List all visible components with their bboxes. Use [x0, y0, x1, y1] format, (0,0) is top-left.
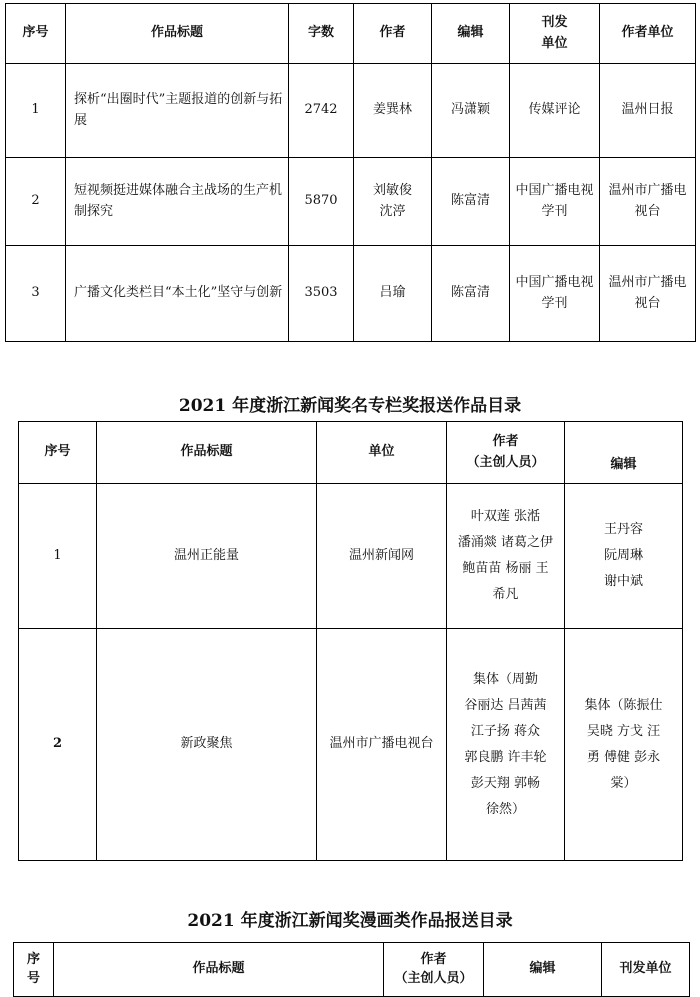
header-author-org: 作者单位: [600, 4, 696, 64]
cell-publisher: 传媒评论: [510, 64, 600, 158]
table-row: [19, 484, 683, 629]
cell-publisher: 中国广播电视学刊: [510, 158, 600, 246]
table-row: [6, 246, 696, 342]
header-editors: 编辑: [565, 422, 683, 484]
cell-words: 3503: [289, 246, 354, 342]
header-publisher: 刊发 单位: [510, 4, 600, 64]
cell-org: 温州日报: [600, 64, 696, 158]
header-title: 作品标题: [54, 943, 384, 997]
cell-no: 2: [19, 629, 97, 861]
table-header-row: [14, 943, 690, 997]
header-author: 作者: [354, 4, 432, 64]
cell-publisher: 中国广播电视学刊: [510, 246, 600, 342]
cell-authors: 集体（周勤 谷丽达 吕茜茜 江子扬 蒋众 郭良鹏 许丰轮 彭天翔 郭畅 徐然）: [447, 629, 565, 861]
cell-editors: 王丹容 阮周琳 谢中斌: [565, 484, 683, 629]
works-table-3: [13, 942, 690, 997]
cell-org: 温州市广播电视台: [600, 158, 696, 246]
table-row: [19, 629, 683, 861]
header-authors: 作者 （主创人员）: [447, 422, 565, 484]
cell-words: 5870: [289, 158, 354, 246]
cell-title: 温州正能量: [97, 484, 317, 629]
cell-editors: 集体（陈振仕 吴晓 方戈 汪 勇 傅健 彭永 棠）: [565, 629, 683, 861]
cell-title: 广播文化类栏目“本土化”坚守与创新: [66, 246, 289, 342]
header-unit: 单位: [317, 422, 447, 484]
cell-authors: 叶双莲 张湉 潘涌燚 诸葛之伊 鲍苗苗 杨丽 王 希凡: [447, 484, 565, 629]
table-row: [6, 64, 696, 158]
cell-words: 2742: [289, 64, 354, 158]
table-header-row: [6, 4, 696, 64]
cell-editor: 陈富清: [432, 158, 510, 246]
cell-editor: 陈富清: [432, 246, 510, 342]
cell-org: 温州市广播电视台: [600, 246, 696, 342]
header-title: 作品标题: [97, 422, 317, 484]
cell-author: 吕瑜: [354, 246, 432, 342]
cell-no: 3: [6, 246, 66, 342]
section-title-comic: 2021 年度浙江新闻奖漫画类作品报送目录: [187, 911, 513, 931]
table-row: [6, 158, 696, 246]
section-title-column-award: 2021 年度浙江新闻奖名专栏奖报送作品目录: [178, 396, 522, 416]
cell-no: 2: [6, 158, 66, 246]
cell-no: 1: [6, 64, 66, 158]
cell-unit: 温州市广播电视台: [317, 629, 447, 861]
cell-title: 探析“出圈时代”主题报道的创新与拓展: [66, 64, 289, 158]
header-title: 作品标题: [66, 4, 289, 64]
header-editor: 编辑: [432, 4, 510, 64]
header-no: 序号: [6, 4, 66, 64]
works-table-2: [18, 421, 683, 861]
cell-title: 新政聚焦: [97, 629, 317, 861]
works-table-1: [5, 3, 696, 342]
cell-no: 1: [19, 484, 97, 629]
header-words: 字数: [289, 4, 354, 64]
cell-unit: 温州新闻网: [317, 484, 447, 629]
cell-author: 姜巽林: [354, 64, 432, 158]
header-no: 序 号: [14, 943, 54, 997]
cell-title: 短视频挺进媒体融合主战场的生产机制探究: [66, 158, 289, 246]
table-header-row: [19, 422, 683, 484]
header-editor: 编辑: [484, 943, 602, 997]
header-no: 序号: [19, 422, 97, 484]
header-publisher: 刊发单位: [602, 943, 690, 997]
cell-author: 刘敏俊 沈渟: [354, 158, 432, 246]
header-authors: 作者 （主创人员）: [384, 943, 484, 997]
cell-editor: 冯潇颖: [432, 64, 510, 158]
